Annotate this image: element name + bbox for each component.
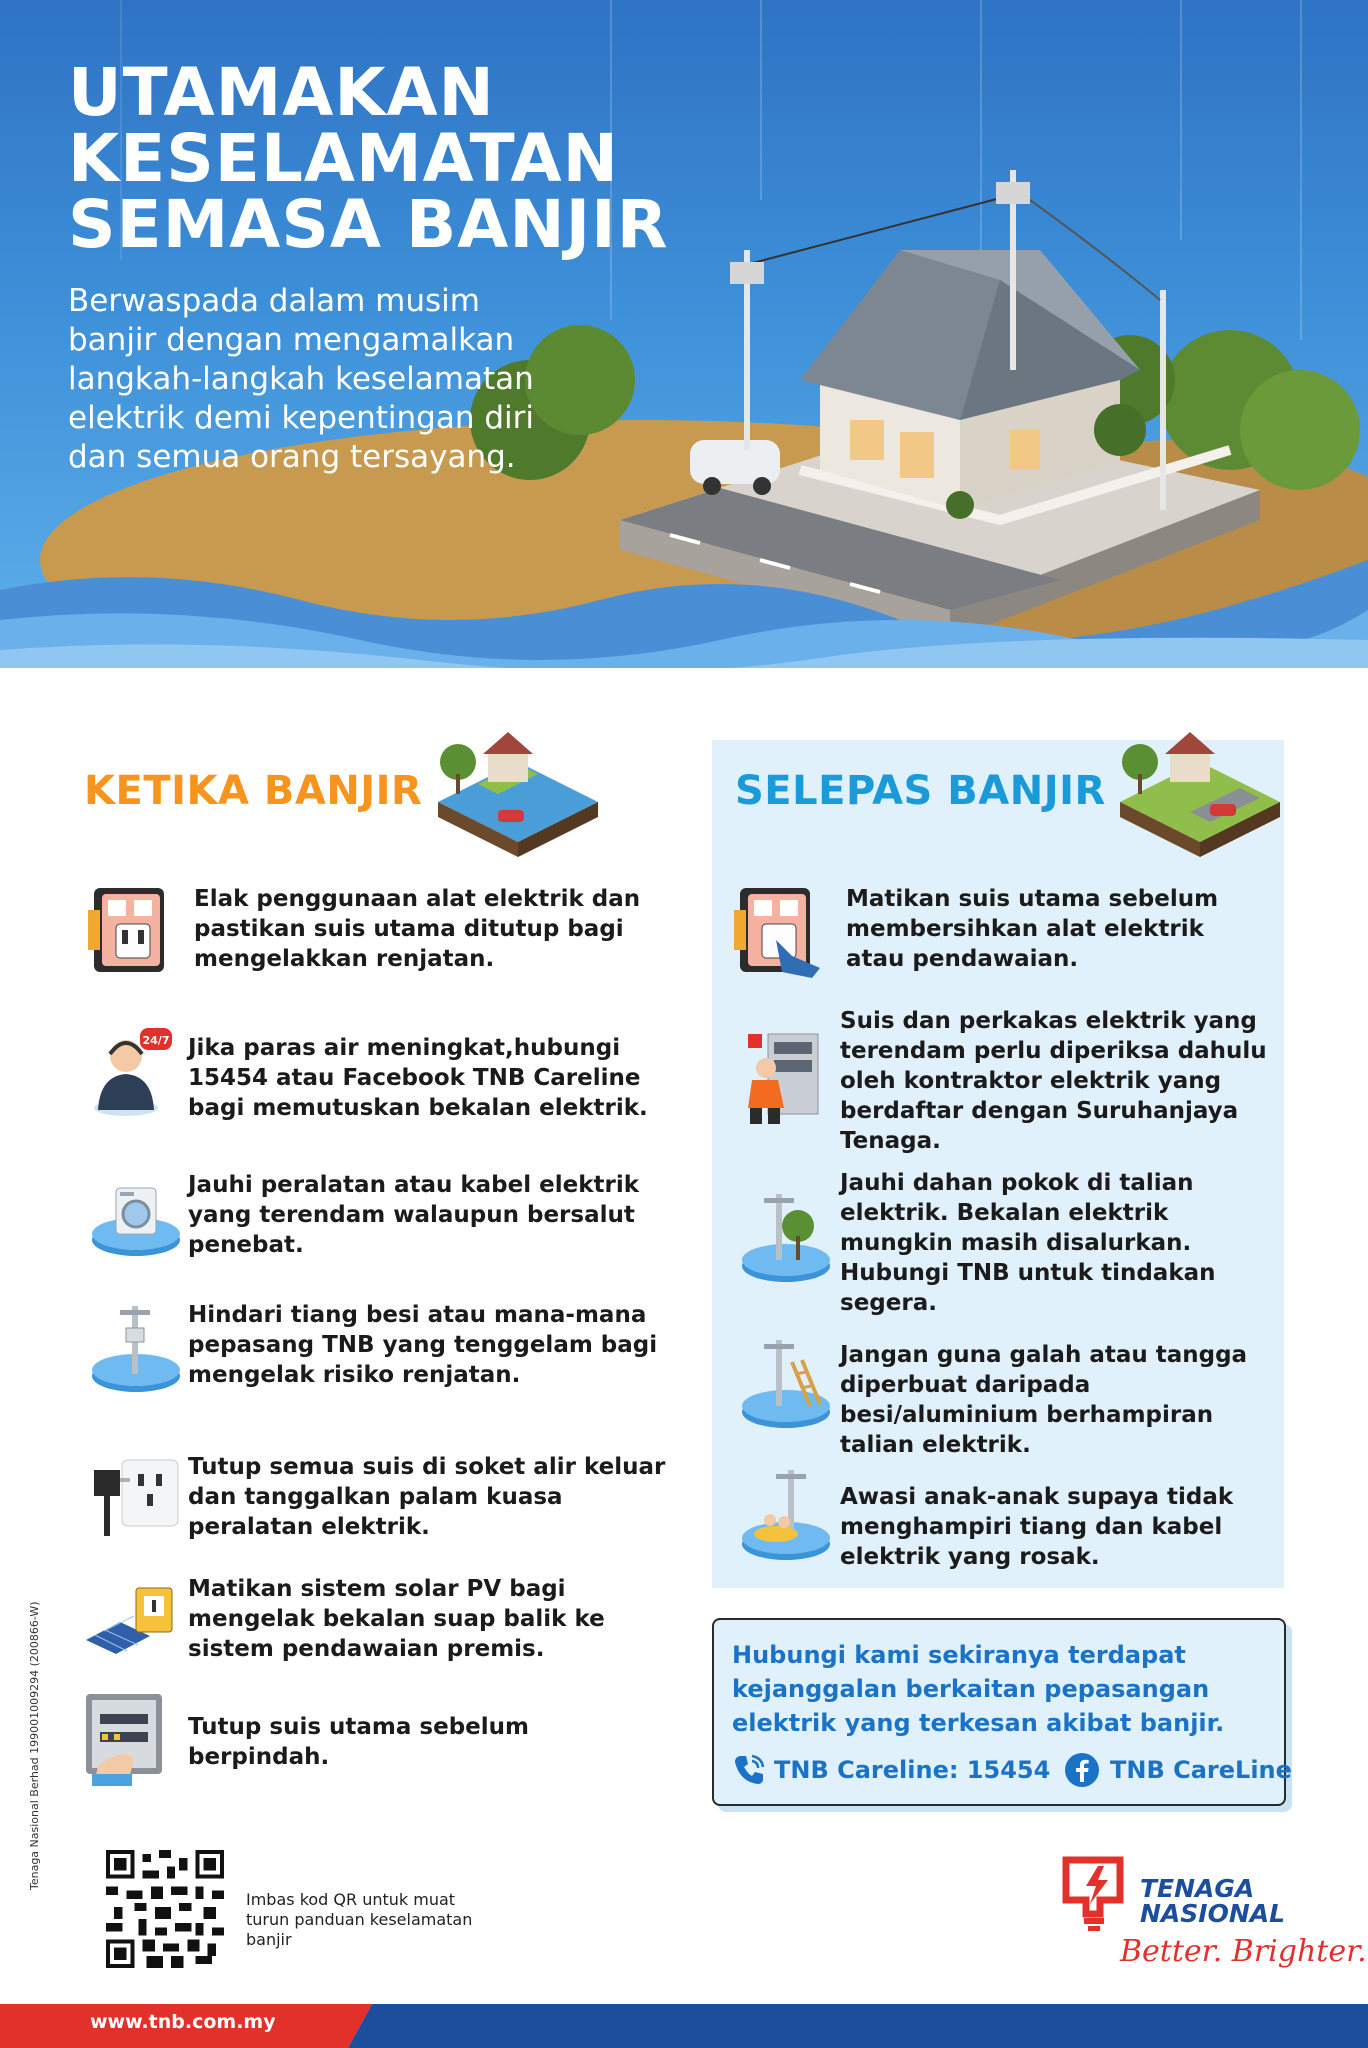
ladder-pole-icon: [736, 1332, 836, 1432]
selepas-item-text: Suis dan perkakas elektrik yang terendam perlu diperiksa dahulu oleh kontraktor elektrik yang berdaftar dengan Suruhanjaya Tenaga.: [840, 1008, 1267, 1154]
hero-title-line: SEMASA BANJIR: [68, 186, 669, 263]
selepas-title: SELEPAS BANJIR: [735, 768, 1106, 814]
solar-panel-icon: [80, 1570, 180, 1670]
socket-plug-icon: [86, 1448, 186, 1548]
facebook-icon: [1064, 1752, 1100, 1788]
ketika-item-text: Matikan sistem solar PV bagi mengelak bekalan suap balik ke sistem pendawaian premis.: [188, 1576, 605, 1662]
logo-line2: NASIONAL: [1140, 1899, 1286, 1928]
ketika-item-text: Hindari tiang besi atau mana-mana pepasang TNB yang tenggelam bagi mengelak risiko renjatan.: [188, 1302, 658, 1388]
careline-phone-link[interactable]: TNB Careline: 15454: [774, 1756, 1051, 1784]
ketika-item-text: Jika paras air meningkat,hubungi 15454 atau Facebook TNB Careline bagi memutuskan bekalan elektrik.: [188, 1035, 648, 1121]
hero-title-line: UTAMAKAN: [68, 54, 495, 131]
hero-banner: [0, 0, 1368, 668]
distribution-board-icon: [80, 1688, 180, 1788]
selepas-item-text: Matikan suis utama sebelum membersihkan alat elektrik atau pendawaian.: [846, 886, 1219, 972]
electrician-icon: [738, 1028, 838, 1128]
company-registration-note: Tenaga Nasional Berhad 199001009294 (200866-W): [28, 1601, 41, 1890]
hero-title: [68, 54, 669, 263]
contact-box: [712, 1618, 1292, 1806]
after-flood-scene-icon: [1110, 722, 1290, 862]
ketika-item-text: Tutup suis utama sebelum berpindah.: [188, 1714, 529, 1770]
logo-tagline: Better. Brighter.: [1120, 1934, 1367, 1969]
tree-power-line-icon: [736, 1186, 836, 1286]
selepas-item-text: Jauhi dahan pokok di talian elektrik. Bekalan elektrik mungkin masih disalurkan. Hubungi TNB untuk tindakan segera.: [840, 1170, 1216, 1316]
footer-website-link[interactable]: www.tnb.com.my: [90, 2011, 276, 2033]
children-pole-icon: [736, 1464, 836, 1564]
facebook-careline-link[interactable]: TNB CareLine: [1110, 1756, 1292, 1784]
switch-off-icon: [732, 880, 832, 980]
power-pole-icon: [86, 1298, 186, 1398]
ketika-item-text: Elak penggunaan alat elektrik dan pastikan suis utama ditutup bagi mengelakkan renjatan.: [194, 886, 641, 972]
call-center-icon: [86, 1018, 186, 1118]
logo-line1: TENAGA: [1140, 1874, 1255, 1903]
hero-title-line: KESELAMATAN: [68, 120, 619, 197]
selepas-panel: [712, 740, 1284, 1588]
tnb-logo-icon: [1060, 1852, 1140, 1934]
hero-subtitle: Berwaspada dalam musim banjir dengan mengamalkan langkah-langkah keselamatan elektrik demi kepentingan diri dan semua orang tersayang.: [68, 283, 534, 475]
qr-caption: Imbas kod QR untuk muat turun panduan keselamatan banjir: [246, 1890, 473, 1949]
ketika-item-text: Tutup semua suis di soket alir keluar dan tanggalkan palam kuasa peralatan elektrik.: [188, 1454, 666, 1540]
contact-message: Hubungi kami sekiranya terdapat kejanggalan berkaitan pepasangan elektrik yang terkesan akibat banjir.: [732, 1641, 1225, 1737]
switch-panel-icon: [86, 880, 186, 980]
flood-scene-icon: [428, 722, 608, 862]
selepas-item-text: Jangan guna galah atau tangga diperbuat daripada besi/aluminium berhampiran talian elektrik.: [840, 1342, 1248, 1458]
selepas-item-text: Awasi anak-anak supaya tidak menghampiri tiang dan kabel elektrik yang rosak.: [840, 1484, 1234, 1570]
washing-machine-icon: [86, 1168, 186, 1268]
phone-icon: [732, 1752, 766, 1786]
badge-24-7: 24/7: [142, 1034, 170, 1047]
ketika-title: KETIKA BANJIR: [84, 768, 423, 814]
ketika-item-text: Jauhi peralatan atau kabel elektrik yang terendam walaupun bersalut penebat.: [188, 1172, 640, 1258]
qr-code[interactable]: [106, 1850, 224, 1968]
